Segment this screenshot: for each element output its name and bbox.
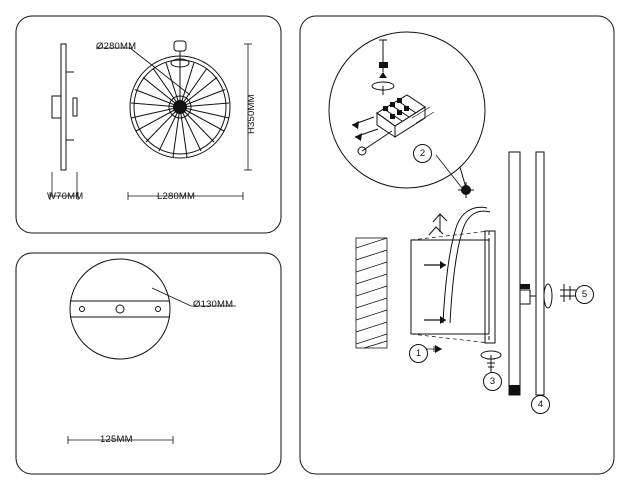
lamp-body-vertical xyxy=(509,152,552,395)
dim-label-125: 125MM xyxy=(100,434,133,445)
callout-5: 5 xyxy=(575,285,594,304)
callout-1: 1 xyxy=(409,344,428,363)
panel-frame-right xyxy=(300,16,614,474)
panel-frame-bottom-left xyxy=(16,253,281,474)
callout-leaders xyxy=(410,155,462,353)
dim-label-height-550: H350MM xyxy=(246,94,257,134)
callout-3: 3 xyxy=(483,372,502,391)
front-view-shade xyxy=(130,41,230,158)
dim-label-diameter-130: Ø130MM xyxy=(193,299,234,310)
side-view-lamp xyxy=(52,44,77,170)
callout-2: 2 xyxy=(413,144,432,163)
terminal-block xyxy=(377,95,425,137)
detail-magnifier xyxy=(329,32,485,188)
screw-part-3 xyxy=(481,351,501,372)
screw-part-5 xyxy=(560,284,576,302)
bolt-marker xyxy=(458,182,474,198)
canopy-plate-view xyxy=(70,259,170,359)
dim-label-length-280: L280MM xyxy=(157,191,196,202)
dim-label-diameter-280: Ø280MM xyxy=(96,41,137,52)
dimension-lines-top-left xyxy=(50,44,252,200)
callout-4: 4 xyxy=(531,395,550,414)
dim-label-width-70: W70MM xyxy=(47,191,84,202)
dimension-lines-bottom-left xyxy=(68,288,236,444)
wall-hatch xyxy=(356,238,387,348)
